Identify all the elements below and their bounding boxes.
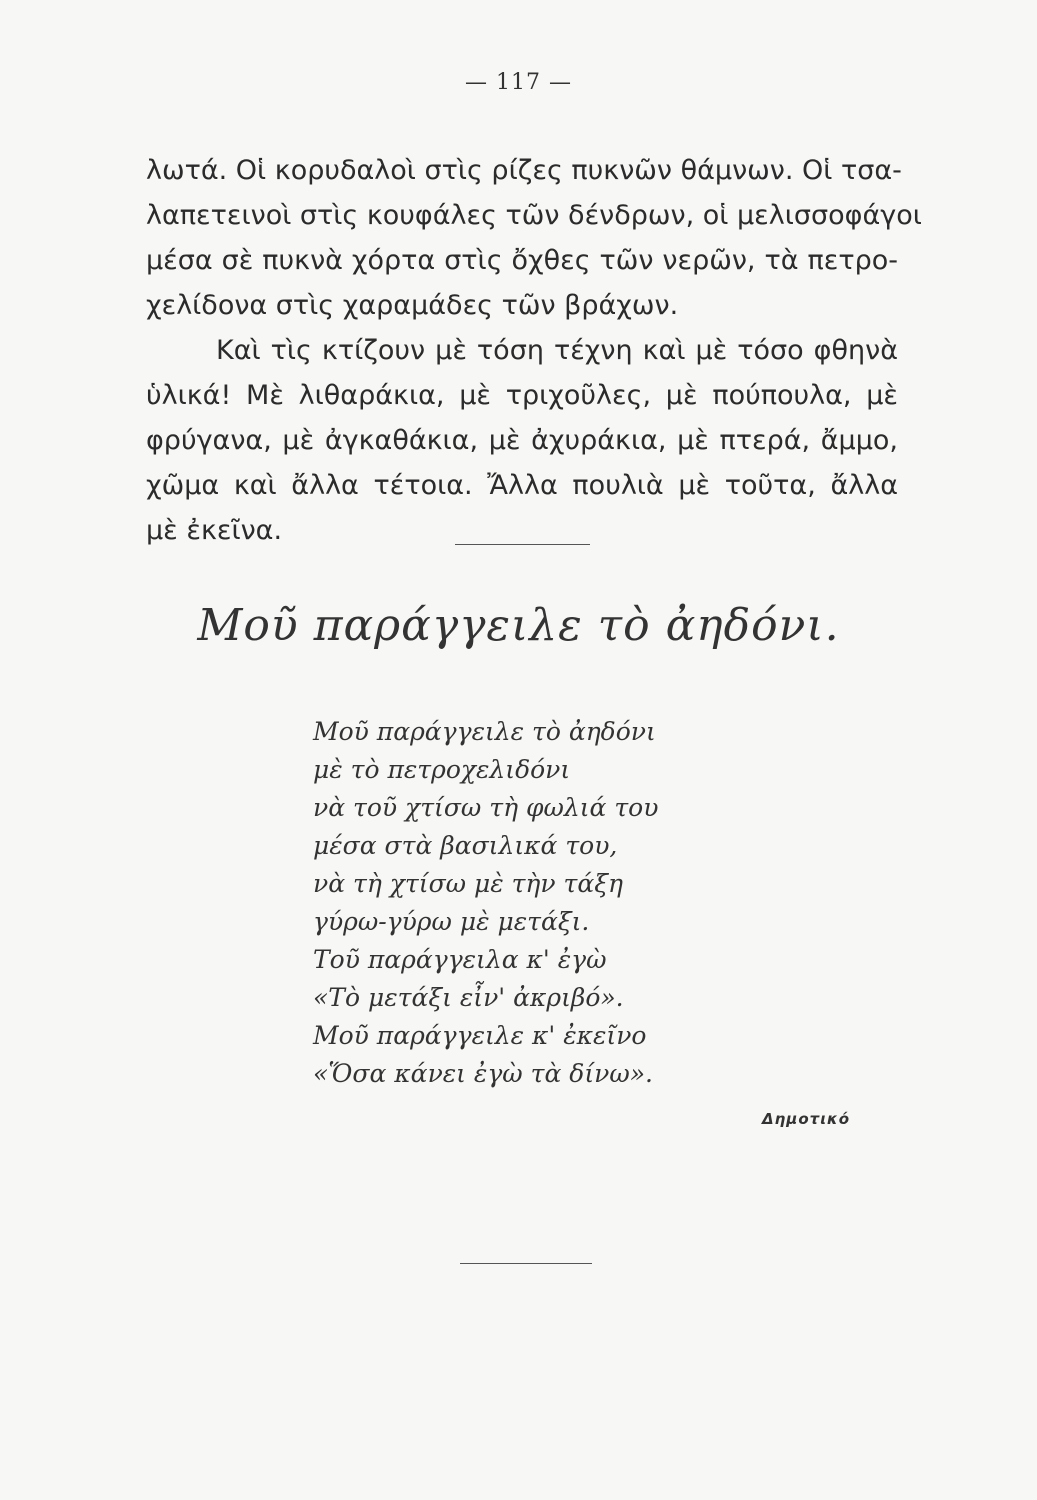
poem-body (313, 713, 658, 1093)
poem-line: γύρω-γύρω μὲ μετάξι. (313, 907, 590, 936)
prose-line: χῶμα καὶ ἄλλα τέτοια. Ἄλλα πουλιὰ μὲ τοῦτα, ἄλλα (146, 470, 898, 501)
poem-line: Μοῦ παράγγειλε τὸ ἀηδόνι (313, 717, 656, 746)
poem-line: νὰ τὴ χτίσω μὲ τὴν τάξη (313, 869, 623, 898)
poem-line: νὰ τοῦ χτίσω τὴ φωλιά του (313, 793, 659, 822)
prose-line: φρύγανα, μὲ ἀγκαθάκια, μὲ ἀχυράκια, μὲ πτερά, ἄμμο, (146, 425, 898, 456)
prose-line: μέσα σὲ πυκνὰ χόρτα στὶς ὄχθες τῶν νερῶν, τὰ πετρο- (146, 245, 898, 276)
poem-attribution: Δημοτικό (762, 1110, 851, 1128)
prose-line: Καὶ τὶς κτίζουν μὲ τόση τέχνη καὶ μὲ τόσο φθηνὰ (216, 335, 898, 366)
poem-line: Μοῦ παράγγειλε κ' ἐκεῖνο (313, 1021, 647, 1050)
poem-title: Μοῦ παράγγειλε τὸ ἀηδόνι. (197, 600, 840, 651)
section-divider-bottom (460, 1263, 592, 1264)
poem-line: «Ὅσα κάνει ἐγὼ τὰ δίνω». (313, 1059, 653, 1088)
poem-line: «Τὸ μετάξι εἶν' ἀκριβό». (313, 983, 624, 1012)
prose-line: μὲ ἐκεῖνα. (146, 515, 283, 546)
poem-line: μέσα στὰ βασιλικά του, (313, 831, 618, 860)
prose-paragraphs (146, 148, 922, 553)
prose-line: χελίδονα στὶς χαραμάδες τῶν βράχων. (146, 290, 679, 321)
prose-line: λαπετεινοὶ στὶς κουφάλες τῶν δένδρων, οἱ μελισσοφάγοι (146, 200, 922, 231)
section-divider-top (455, 544, 590, 545)
poem-line: μὲ τὸ πετροχελιδόνι (313, 755, 571, 784)
poem-line: Τοῦ παράγγειλα κ' ἐγὼ (313, 945, 607, 974)
page-number: — 117 — (465, 70, 572, 95)
prose-line: λωτά. Οἱ κορυδαλοὶ στὶς ρίζες πυκνῶν θάμνων. Οἱ τσα- (146, 155, 902, 186)
prose-line: ὑλικά! Μὲ λιθαράκια, μὲ τριχοῦλες, μὲ πούπουλα, μὲ (146, 380, 898, 411)
